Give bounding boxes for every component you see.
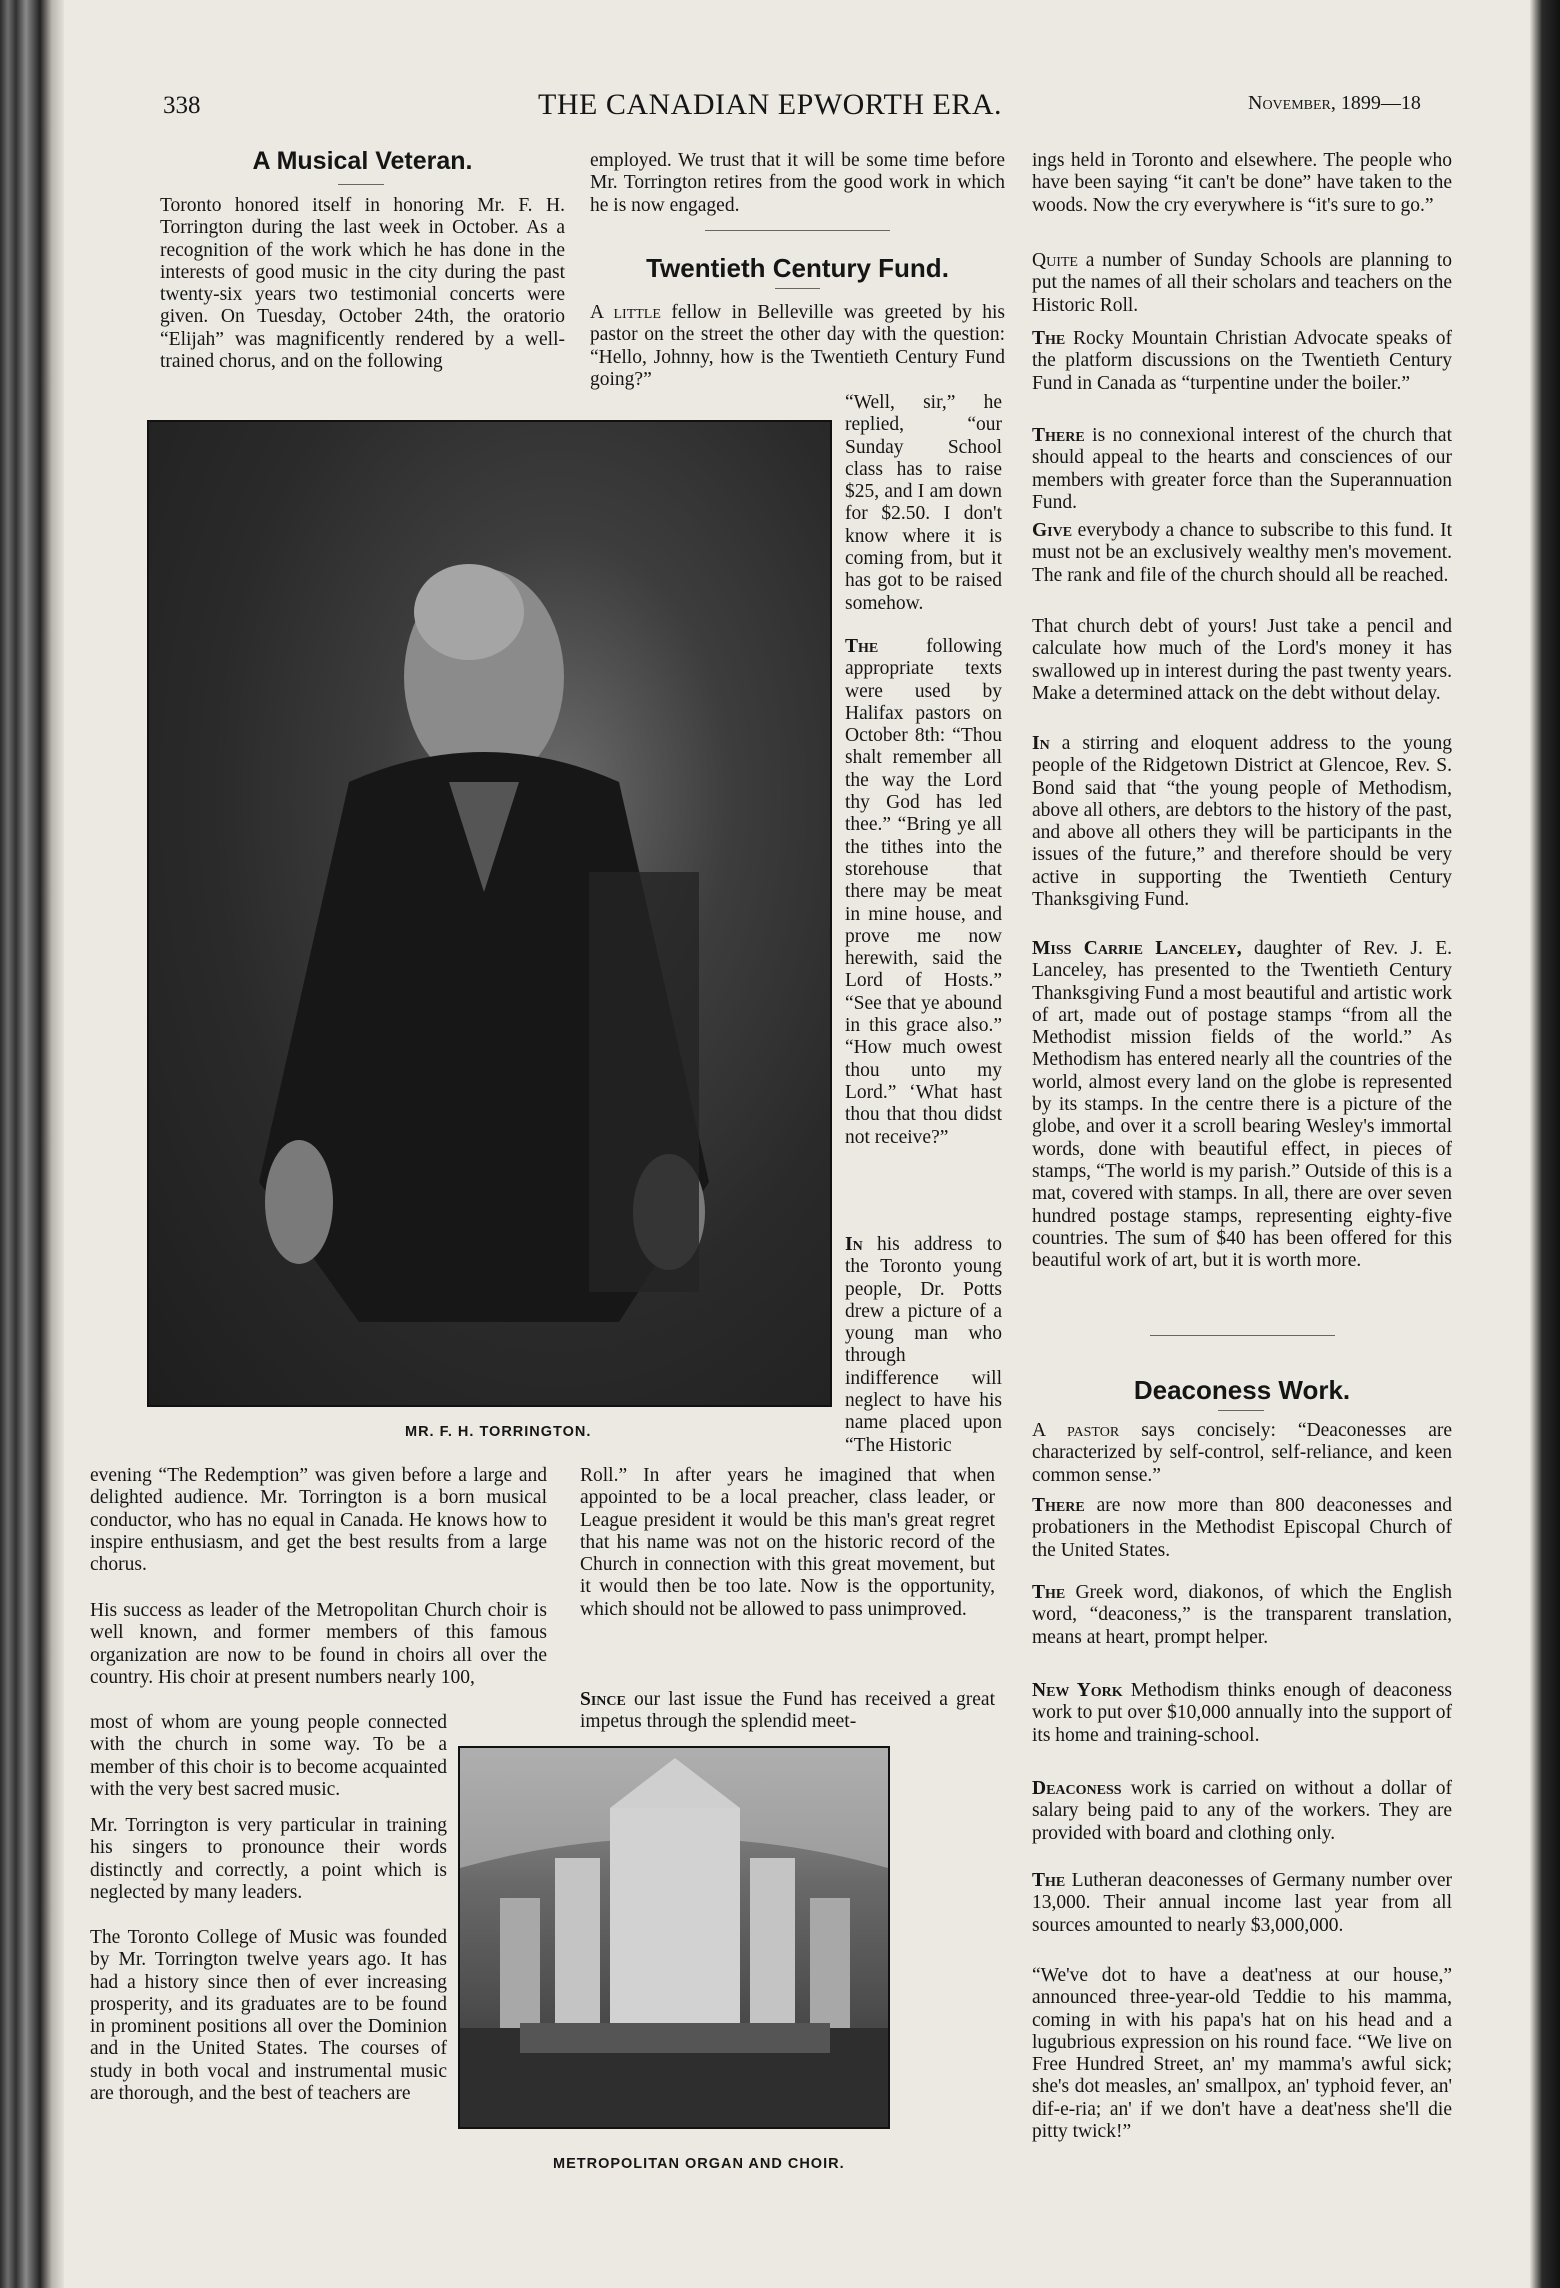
deaconess-item-2: There are now more than 800 deaconesses and probationers in the Methodist Episcopal Church of the United States. xyxy=(1032,1495,1453,1561)
section-rule xyxy=(705,230,890,231)
fund-paragraph-3: In his address to the Toronto young people, Dr. Potts drew a picture of a young man who through indifference will neglect to have his name placed upon “The Historic xyxy=(845,1234,1002,1456)
right-item-1: Quite a number of Sunday Schools are planning to put the names of all their scholars and teachers on the Historic Roll. xyxy=(1032,250,1452,316)
organ-caption: METROPOLITAN ORGAN AND CHOIR. xyxy=(553,2156,845,2172)
right-item-6: In a stirring and eloquent address to the young people of the Ridgetown District at Glencoe, Rev. S. Bond said that “the young people of Methodism, above all others, are debtors to the history of the past, and above all others they will be participants in the issues of the future,” and therefore should be very active in supporting the Twentieth Century Thanksgiving Fund. xyxy=(1032,733,1453,911)
heading-rule xyxy=(1218,1410,1264,1411)
heading-rule xyxy=(338,184,384,185)
veteran-paragraph-1: evening “The Redemption” was given before a large and delighted audience. Mr. Torrington is a born musical conductor, who has no equal in Canada. He knows how to inspire enthusiasm, and get the best results from a large chorus. xyxy=(90,1465,547,1576)
deaconess-item-1: A pastor says concisely: “Deaconesses are characterized by self-control, self-reliance, and keen common sense.” xyxy=(1032,1420,1453,1486)
fund-paragraph-1: A little fellow in Belleville was greeted by his pastor on the street the other day with the question: “Hello, Johnny, how is the Twentieth Century Fund going?” xyxy=(590,302,1005,390)
portrait-caption: MR. F. H. TORRINGTON. xyxy=(405,1424,592,1440)
right-continuation: ings held in Toronto and elsewhere. The people who have been saying “it can't be done” have taken to the woods. Now the cry everywhere is “it's sure to go.” xyxy=(1032,150,1452,216)
torrington-portrait xyxy=(147,420,832,1407)
deaconess-item-3: The Greek word, diakonos, of which the English word, “deaconess,” is the transparent translation, means at heart, prompt helper. xyxy=(1032,1582,1453,1648)
deaconess-item-7: “We've dot to have a deat'ness at our house,” announced three-year-old Teddie to his mamma, coming in with his papa's hat on his head and a lugubrious expression on his round face. “We live on Free Hundred Street, an' my mamma's awful sick; she's dot measles, an' smallpox, an' typhoid fever, an' dif-e-ria; an' if we don't have a deat'ness she'll die pitty twick!” xyxy=(1032,1965,1452,2143)
right-item-3: There is no connexional interest of the church that should appeal to the hearts and consciences of our members with greater force than the Superannuation Fund. xyxy=(1032,425,1452,513)
section-rule xyxy=(1150,1335,1335,1336)
veteran-paragraph-2b: most of whom are young people connected with the church in some way. To be a member of this choir is to become acquainted with the very best sacred music. xyxy=(90,1712,447,1800)
organ-illustration xyxy=(460,1748,888,2127)
veteran-paragraph-3: Mr. Torrington is very particular in training his singers to pronounce their words distinctly and correctly, a point which is neglected by many leaders. xyxy=(90,1815,447,1903)
fund-paragraph-3b: Roll.” In after years he imagined that when appointed to be a local preacher, class leader, or League president it would be this man's great regret that his name was not on the historic record of the Church in connection with this great movement, but it would then be too late. Now is the opportunity, which should not be allowed to pass unimproved. xyxy=(580,1465,995,1620)
book-spine xyxy=(0,0,64,2288)
right-item-7: Miss Carrie Lanceley, daughter of Rev. J. E. Lanceley, has presented to the Twentieth Century Thanksgiving Fund a most beautiful and artistic work of art, made out of postage stamps “from all the Methodist mission fields of the world.” As Methodism has entered nearly all the countries of the world, almost every land on the globe is represented by its stamps. In the centre there is a picture of the globe, and over it a scroll bearing Wesley's immortal words, done with beautiful effect, in pieces of stamps, “The world is my parish.” Outside of this is a mat, covered with stamps. In all, there are over seven hundred postage stamps, representing eighty-five countries. The sum of $40 has been offered for this beautiful work of art, but it is worth more. xyxy=(1032,938,1452,1272)
fund-paragraph-4: Since our last issue the Fund has received a great impetus through the splendid meet- xyxy=(580,1689,995,1733)
veteran-intro: Toronto honored itself in honoring Mr. F. H. Torrington during the last week in October. As a recognition of the work which he has done in the interests of good music in the city during the past twenty-six years two testimonial concerts were given. On Tuesday, October 24th, the oratorio “Elijah” was magnificently rendered by a well-trained chorus, and on the following xyxy=(160,195,565,373)
heading-rule xyxy=(775,288,820,289)
twentieth-century-fund-heading: Twentieth Century Fund. xyxy=(646,253,949,283)
right-item-2: The Rocky Mountain Christian Advocate speaks of the platform discussions on the Twentieth Century Fund in Canada as “turpentine under the boiler.” xyxy=(1032,328,1453,394)
fund-paragraph-1b: “Well, sir,” he replied, “our Sunday School class has to raise $25, and I am down for $2.50. I don't know where it is coming from, but it has got to be raised somehow. xyxy=(845,392,1002,614)
deaconess-item-4: New York Methodism thinks enough of deaconess work to put over $10,000 annually into the support of its home and training-school. xyxy=(1032,1680,1452,1746)
veteran-paragraph-2: His success as leader of the Metropolitan Church choir is well known, and former members of this famous organization are now to be found in choirs all over the country. His choir at present numbers nearly 100, xyxy=(90,1600,547,1688)
page-number: 338 xyxy=(163,92,201,119)
deaconess-heading: Deaconess Work. xyxy=(1133,1375,1351,1405)
right-item-4: Give everybody a chance to subscribe to this fund. It must not be an exclusively wealthy men's movement. The rank and file of the church should all be reached. xyxy=(1032,520,1452,586)
journal-title: THE CANADIAN EPWORTH ERA. xyxy=(538,88,1002,121)
veteran-paragraph-4: The Toronto College of Music was founded by Mr. Torrington twelve years ago. It has had a history since then of ever increasing prosperity, and its graduates are to be found in prominent positions all over the Dominion and in the United States. The courses of study in both vocal and instrumental music are thorough, and the best of teachers are xyxy=(90,1927,447,2105)
issue-date: November, 1899—18 xyxy=(1248,92,1421,114)
fund-paragraph-2: The following appropriate texts were used by Halifax pastors on October 8th: “Thou shalt remember all the way the Lord thy God has led thee.” “Bring ye all the tithes into the storehouse that there may be meat in mine house, and prove me now herewith, said the Lord of Hosts.” “See that ye abound in this grace also.” “How much owest thou unto my Lord.” ‘What hast thou that thou didst not receive?” xyxy=(845,636,1002,1148)
veteran-continuation: employed. We trust that it will be some time before Mr. Torrington retires from the good work in which he is now engaged. xyxy=(590,150,1005,216)
portrait-figure xyxy=(149,422,830,1405)
deaconess-item-5: Deaconess work is carried on without a dollar of salary being paid to any of the workers. They are provided with board and clothing only. xyxy=(1032,1778,1453,1844)
page-edge xyxy=(1530,0,1560,2288)
deaconess-item-6: The Lutheran deaconesses of Germany number over 13,000. Their annual income last year from all sources amounted to nearly $3,000,000. xyxy=(1032,1870,1453,1936)
organ-choir-photo xyxy=(458,1746,890,2129)
musical-veteran-heading: A Musical Veteran. xyxy=(252,147,473,175)
right-item-5: That church debt of yours! Just take a pencil and calculate how much of the Lord's money it has swallowed up in interest during the past twenty years. Make a determined attack on the debt without delay. xyxy=(1032,616,1452,704)
